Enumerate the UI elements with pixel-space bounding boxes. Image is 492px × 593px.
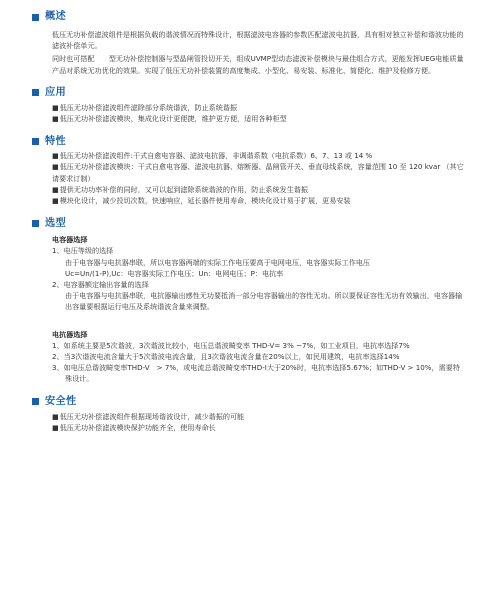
capacitor-item-1-title: 1、电压等级的选择 — [52, 246, 114, 256]
section-title-overview: 概述 — [45, 11, 66, 23]
list-item — [52, 184, 466, 195]
section-body-features — [32, 150, 466, 206]
capacitor-item-2-title: 2、电容器额定输出容量的选择 — [52, 280, 149, 290]
list-item — [52, 150, 466, 161]
section-square-icon — [32, 138, 39, 145]
capacitor-selection-title: 电容器选择 — [52, 235, 88, 245]
section-body-overview — [32, 29, 466, 76]
section-title-application: 应用 — [45, 87, 66, 99]
safety-item-1: 低压无功补偿滤波组件根据现场谐波设计，减少谐振的可能 — [59, 411, 245, 421]
application-item-1: 低压无功补偿滤波组件滤除部分系统谐波，防止系统谐振 — [59, 102, 238, 112]
reactor-item-3: 3、如电压总谐波畸变率THD-V > 7%，或电流总谐波畸变率THD-I大于20%时，电抗率选择5.67%；如THD-V > 10%，需要特殊设计。 — [52, 363, 460, 384]
bullet-icon: ■ — [52, 114, 59, 124]
section-header-safety — [32, 393, 466, 411]
section-header-application — [32, 84, 466, 102]
reactor-selection-title: 电抗器选择 — [52, 329, 88, 339]
application-item-2: 低压无功补偿滤波模块，集成化设计更便捷，维护更方便，适用各种柜型 — [59, 114, 287, 124]
list-item — [52, 102, 466, 113]
overview-paragraph-2: 同时也可搭配 型无功补偿控制器与型晶闸管投切开关，组成UVMP型动态滤波补偿模块与最佳组合方式，更能发挥UEG电能质量产品对系统无功优化的效果。实现了低压无功补偿装置的高度集成、小型化、易安装、标准化、简便化、维护及检修方便。 — [52, 54, 464, 75]
overview-paragraph-1: 低压无功补偿滤波组件是根据负载的谐波情况而特殊设计，根据滤波电容器的参数匹配滤波电抗器，具有相对独立补偿和谐波功能的滤波补偿单元。 — [52, 30, 464, 51]
list-item — [52, 422, 466, 433]
section-header-overview — [32, 8, 466, 26]
bullet-icon: ■ — [52, 411, 59, 421]
section-body-selection — [32, 234, 466, 384]
capacitor-item-2-line-1: 由于电容器与电抗器串联，电抗器输出感性无功要抵消一部分电容器输出的容性无功。所以要保证容性无功有效输出，电容器输出容量要根据运行电压及系统谐波含量来调整。 — [65, 291, 463, 312]
safety-item-2: 低压无功补偿滤波模块保护功能齐全，使用寿命长 — [59, 422, 216, 432]
section-square-icon — [32, 220, 39, 227]
section-square-icon — [32, 14, 39, 21]
reactor-item-2: 2、当3次谐波电流含量大于5次谐波电流含量，且3次谐波电流含量在20%以上，如民用建筑，电抗率选择14% — [52, 352, 400, 362]
section-square-icon — [32, 398, 39, 405]
capacitor-item-1-line-2: Uc=Un/(1-P),Uc：电容器实际工作电压；Un：电网电压；P：电抗率 — [65, 268, 284, 278]
features-item-2: 低压无功补偿滤波模块：干式自愈电容器、滤波电抗器、熔断器、晶闸管开关、垂直母线系统，容量范围 10 至 120 kvar （其它请要求订制） — [52, 162, 464, 183]
capacitor-item-1-line-1: 由于电容器与电抗器串联，所以电容器两端的实际工作电压要高于电网电压，电容器实际工作电压 — [65, 257, 371, 267]
bullet-icon: ■ — [52, 196, 59, 206]
list-item — [52, 161, 466, 183]
section-header-features — [32, 132, 466, 150]
section-body-application — [32, 102, 466, 124]
section-title-selection: 选型 — [45, 217, 66, 229]
reactor-item-1: 1、如系统主要是5次谐波，3次谐波比较小，电压总谐波畸变率 THD-V= 3% ~7%，如工业项目，电抗率选择7% — [52, 340, 410, 350]
bullet-icon: ■ — [52, 162, 59, 172]
section-title-safety: 安全性 — [45, 396, 77, 408]
section-title-features: 特性 — [45, 135, 66, 147]
bullet-icon: ■ — [52, 422, 59, 432]
list-item — [52, 195, 466, 206]
features-item-1: 低压无功补偿滤波组件:干式自愈电容器、滤波电抗器，非调谐系数（电抗系数）6、7、13 或 14 % — [59, 151, 373, 161]
bullet-icon: ■ — [52, 151, 59, 161]
features-item-4: 模块化设计，减少投切次数，快速响应，延长器件使用寿命，模块化设计易于扩展，更易安装 — [59, 196, 351, 206]
bullet-icon: ■ — [52, 184, 59, 194]
section-body-safety — [32, 411, 466, 433]
section-header-selection — [32, 214, 466, 232]
features-item-3: 提供无功功率补偿的同时，又可以起到滤除系统谐波的作用，防止系统发生谐振 — [59, 184, 308, 194]
section-square-icon — [32, 89, 39, 96]
list-item — [52, 411, 466, 422]
bullet-icon: ■ — [52, 102, 59, 112]
list-item — [52, 113, 466, 124]
